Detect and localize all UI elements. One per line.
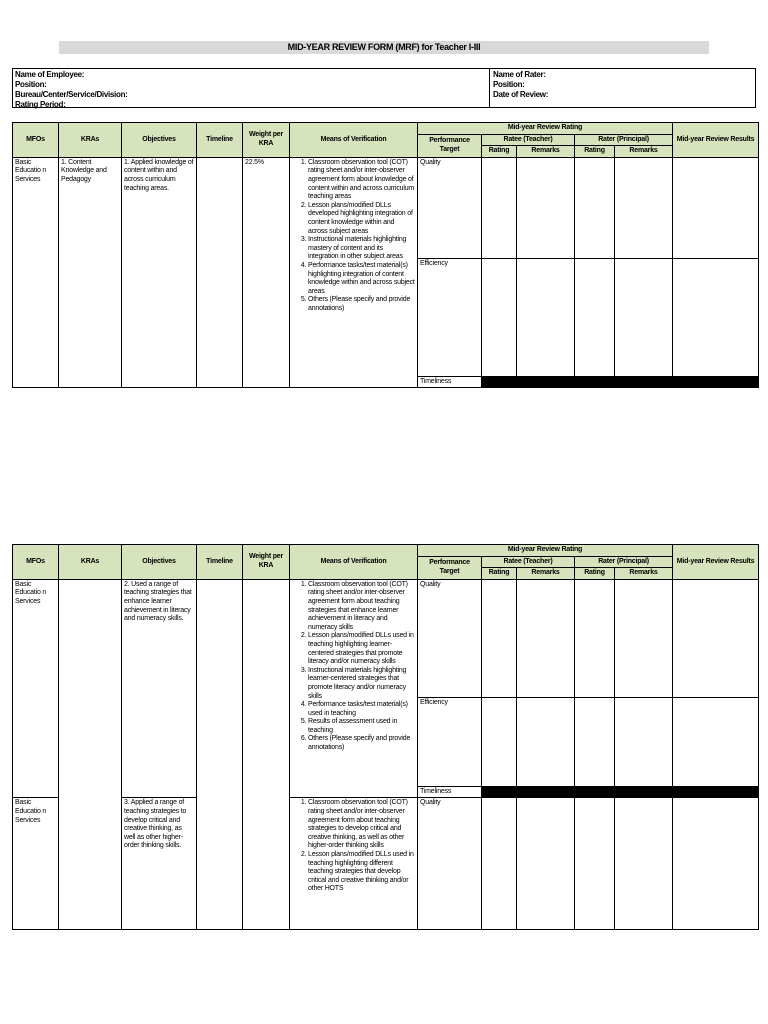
review-table-1 [12, 122, 759, 388]
ratee-rating-cell[interactable] [482, 157, 517, 258]
header-mid-year-rating: Mid-year Review Rating [418, 123, 673, 135]
header-timeline: Timeline [197, 123, 243, 158]
target-efficiency: Efficiency [418, 697, 482, 786]
target-efficiency: Efficiency [418, 258, 482, 376]
results-cell[interactable] [673, 258, 759, 376]
header-objectives: Objectives [122, 123, 197, 158]
position-label: Position: [15, 80, 47, 89]
header-ratee-rating: Rating [482, 568, 517, 580]
rater-rating-cell[interactable] [575, 697, 615, 786]
header-mid-year-rating: Mid-year Review Rating [418, 545, 673, 557]
header-ratee-remarks: Remarks [517, 568, 575, 580]
timeline-cell[interactable] [197, 157, 243, 388]
target-quality: Quality [418, 157, 482, 258]
header-rater: Rater (Principal) [575, 556, 673, 568]
mov-item: 2. Lesson plans/modified DLLs developed highlighting integration of content knowledge within and across subject areas [308, 202, 415, 236]
results-cell[interactable] [673, 697, 759, 786]
rater-remarks-cell[interactable] [615, 798, 673, 930]
results-cell[interactable] [673, 798, 759, 930]
header-rater-rating: Rating [575, 146, 615, 158]
mov-item: 6. Others (Please specify and provide annotations) [308, 735, 415, 752]
header-kras: KRAs [59, 545, 122, 580]
target-timeliness: Timeliness [418, 376, 482, 388]
mov-cell [290, 798, 418, 930]
header-rater-remarks: Remarks [615, 146, 673, 158]
header-rater: Rater (Principal) [575, 134, 673, 146]
name-of-employee-label: Name of Employee: [15, 70, 85, 79]
ratee-rating-cell[interactable] [482, 798, 517, 930]
header-weight: Weight per KRA [243, 545, 290, 580]
rater-remarks-cell[interactable] [615, 697, 673, 786]
results-cell[interactable] [673, 157, 759, 258]
mfo-cell: Basic Educatio n Services [13, 157, 59, 388]
header-mfos: MFOs [13, 545, 59, 580]
header-mov: Means of Verification [290, 123, 418, 158]
ratee-remarks-cell[interactable] [517, 157, 575, 258]
mov-item: 2. Lesson plans/modified DLLs used in teaching highlighting learner-centered strategies that promote literacy and/or numeracy skills [308, 632, 415, 666]
target-timeliness: Timeliness [418, 786, 482, 798]
rater-rating-cell[interactable] [575, 258, 615, 376]
timeliness-blackout [482, 786, 759, 798]
mfo-cell: Basic Educatio n Services [13, 798, 59, 930]
header-kras: KRAs [59, 123, 122, 158]
rater-rating-cell[interactable] [575, 579, 615, 697]
header-ratee: Ratee (Teacher) [482, 556, 575, 568]
mov-item: 1. Classroom observation tool (COT) rating sheet and/or inter-observer agreement form about teaching strategies to develop critical and creative thinking, as well as other higher-order thinking skills [308, 799, 415, 851]
weight-cell: 22.5% [243, 157, 290, 388]
rater-rating-cell[interactable] [575, 157, 615, 258]
mov-cell [290, 579, 418, 798]
ratee-rating-cell[interactable] [482, 697, 517, 786]
mov-item: 1. Classroom observation tool (COT) rating sheet and/or inter-observer agreement form about knowledge of content within and across curriculum teaching areas [308, 159, 415, 202]
ratee-rating-cell[interactable] [482, 258, 517, 376]
header-rater-rating: Rating [575, 568, 615, 580]
mov-item: 5. Others (Please specify and provide annotations) [308, 296, 415, 313]
bureau-label: Bureau/Center/Service/Division: [15, 90, 128, 99]
results-cell[interactable] [673, 579, 759, 697]
objective-cell: 1. Applied knowledge of content within and across curriculum teaching areas. [122, 157, 197, 388]
objective-cell: 2. Used a range of teaching strategies that enhance learner achievement in literacy and numeracy skills. [122, 579, 197, 798]
timeliness-blackout [482, 376, 759, 388]
employee-info-box [12, 68, 756, 108]
objective-cell: 3. Applied a range of teaching strategies to develop critical and creative thinking, as well as other higher-order thinking skills. [122, 798, 197, 930]
ratee-rating-cell[interactable] [482, 579, 517, 697]
header-results: Mid-year Review Results [673, 123, 759, 158]
ratee-remarks-cell[interactable] [517, 579, 575, 697]
rater-remarks-cell[interactable] [615, 258, 673, 376]
header-mfos: MFOs [13, 123, 59, 158]
header-performance-target: Performance Target [418, 134, 482, 157]
rater-position-label: Position: [493, 80, 525, 89]
mov-item: 2. Lesson plans/modified DLLs used in teaching highlighting different teaching strategies that develop critical and creative thinking and/or other HOTS [308, 851, 415, 894]
header-weight: Weight per KRA [243, 123, 290, 158]
name-of-rater-label: Name of Rater: [493, 70, 546, 79]
mov-item: 3. Instructional materials highlighting learner-centered strategies that promote literacy and/or numeracy skills [308, 667, 415, 701]
rating-period-label: Rating Period: [15, 100, 66, 109]
ratee-remarks-cell[interactable] [517, 798, 575, 930]
rater-remarks-cell[interactable] [615, 579, 673, 697]
mov-item: 3. Instructional materials highlighting mastery of content and its integration in other subject areas [308, 236, 415, 262]
weight-cell[interactable] [243, 579, 290, 930]
header-objectives: Objectives [122, 545, 197, 580]
header-rater-remarks: Remarks [615, 568, 673, 580]
target-quality: Quality [418, 579, 482, 697]
review-table-2 [12, 544, 759, 930]
ratee-remarks-cell[interactable] [517, 258, 575, 376]
date-of-review-label: Date of Review: [493, 90, 549, 99]
header-ratee: Ratee (Teacher) [482, 134, 575, 146]
mov-item: 1. Classroom observation tool (COT) rating sheet and/or inter-observer agreement form about teaching strategies that enhance learner achievement in literacy and numeracy skills [308, 581, 415, 633]
mov-cell [290, 157, 418, 388]
ratee-remarks-cell[interactable] [517, 697, 575, 786]
header-timeline: Timeline [197, 545, 243, 580]
rater-info-right [490, 69, 755, 107]
mov-item: 5. Results of assessment used in teaching [308, 718, 415, 735]
header-ratee-rating: Rating [482, 146, 517, 158]
header-performance-target: Performance Target [418, 556, 482, 579]
kra-cell [59, 579, 122, 930]
mov-item: 4. Performance tasks/test material(s) highlighting integration of content knowledge within and across subject areas [308, 262, 415, 296]
rater-remarks-cell[interactable] [615, 157, 673, 258]
kra-cell: 1. Content Knowledge and Pedagogy [59, 157, 122, 388]
employee-info-left [13, 69, 490, 107]
target-quality: Quality [418, 798, 482, 930]
rater-rating-cell[interactable] [575, 798, 615, 930]
header-ratee-remarks: Remarks [517, 146, 575, 158]
form-title: MID-YEAR REVIEW FORM (MRF) for Teacher I-III [59, 41, 709, 54]
mov-item: 4. Performance tasks/test material(s) used in teaching [308, 701, 415, 718]
header-mov: Means of Verification [290, 545, 418, 580]
mfo-cell: Basic Educatio n Services [13, 579, 59, 798]
header-results: Mid-year Review Results [673, 545, 759, 580]
timeline-cell[interactable] [197, 579, 243, 930]
